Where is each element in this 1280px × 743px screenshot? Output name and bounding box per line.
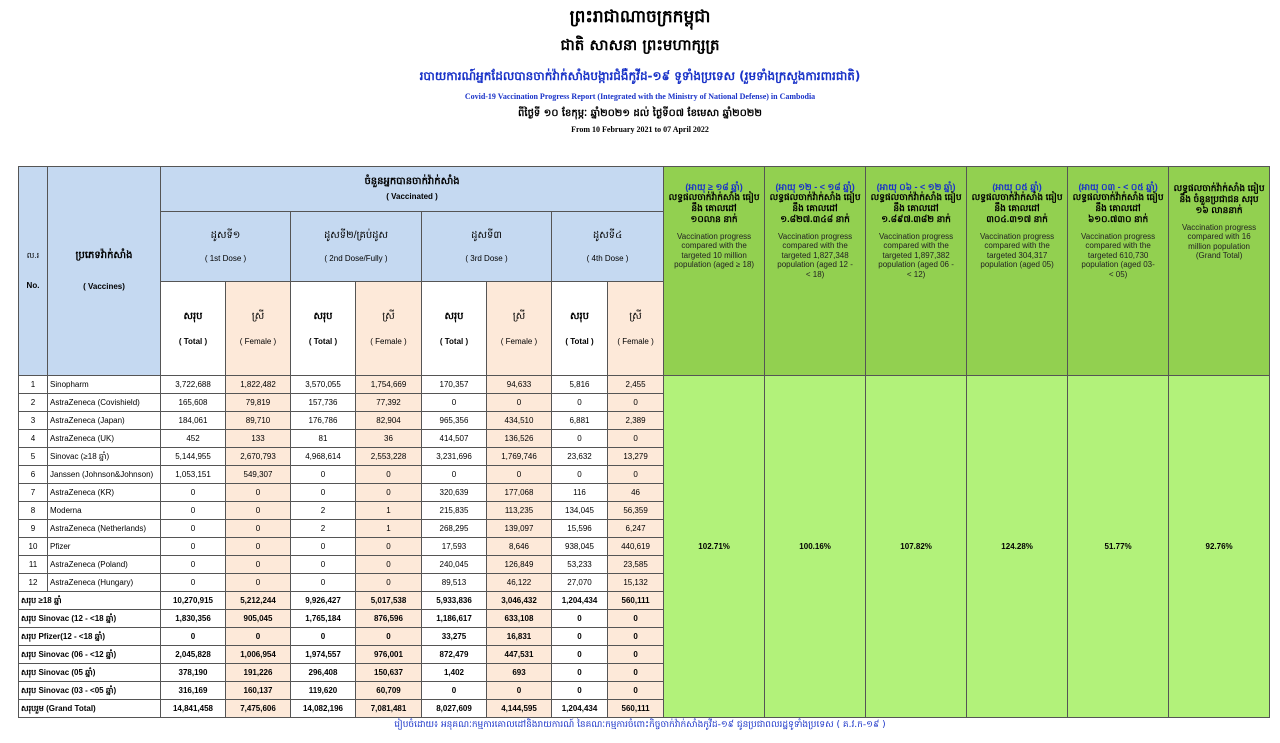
row-number: 4 bbox=[19, 430, 48, 448]
summary-value: 14,841,458 bbox=[161, 700, 226, 718]
female-kh: ស្រី bbox=[629, 310, 642, 322]
dose-header-2 bbox=[291, 212, 422, 282]
progress-percent: 100.16% bbox=[765, 376, 866, 718]
summary-value: 1,204,434 bbox=[552, 592, 608, 610]
cell-value: 0 bbox=[161, 556, 226, 574]
cell-value: 89,710 bbox=[226, 412, 291, 430]
summary-value: 1,186,617 bbox=[422, 610, 487, 628]
cell-value: 0 bbox=[291, 466, 356, 484]
summary-value: 150,637 bbox=[356, 664, 422, 682]
progress-desc-en: Vaccination progress compared with the targeted 610,730 population (aged 03- < 05) bbox=[1081, 231, 1156, 279]
summary-value: 0 bbox=[552, 664, 608, 682]
total-en: ( Total ) bbox=[439, 336, 469, 346]
cell-value: 965,356 bbox=[422, 412, 487, 430]
dose-en: ( 3rd Dose ) bbox=[465, 253, 508, 263]
cell-value: 177,068 bbox=[487, 484, 552, 502]
vaccine-name: AstraZeneca (Poland) bbox=[48, 556, 161, 574]
progress-age-kh bbox=[1171, 167, 1267, 183]
summary-value: 0 bbox=[226, 628, 291, 646]
vaccine-name: Pfizer bbox=[48, 538, 161, 556]
footer-note: រៀបចំដោយ៖ អនុគណៈកម្មការគោលដៅនិងរាយការណ៍ នៃគណៈកម្មការចំពោះកិច្ចចាក់វ៉ាក់សាំងកូវីដ-១៩ ជូនប្រជាពលរដ្ឋទូទាំងប្រទេស ( គ.វ.ក-១៩ ) bbox=[394, 720, 886, 730]
summary-value: 0 bbox=[487, 682, 552, 700]
female-header bbox=[487, 282, 552, 376]
female-en: ( Female ) bbox=[617, 336, 654, 346]
cell-value: 136,526 bbox=[487, 430, 552, 448]
summary-value: 14,082,196 bbox=[291, 700, 356, 718]
summary-value: 7,081,481 bbox=[356, 700, 422, 718]
female-kh: ស្រី bbox=[512, 310, 526, 322]
summary-label: សរុប Sinovac (05 ឆ្នាំ) bbox=[19, 664, 161, 682]
summary-label: សរុប Pfizer(12 - <18 ឆ្នាំ) bbox=[19, 628, 161, 646]
cell-value: 5,144,955 bbox=[161, 448, 226, 466]
female-header bbox=[226, 282, 291, 376]
vaccinated-kh: ចំនួនអ្នកបានចាក់វ៉ាក់សាំង bbox=[364, 176, 460, 187]
summary-value: 119,620 bbox=[291, 682, 356, 700]
row-number: 3 bbox=[19, 412, 48, 430]
row-number: 6 bbox=[19, 466, 48, 484]
cell-value: 15,596 bbox=[552, 520, 608, 538]
cell-value: 0 bbox=[356, 484, 422, 502]
summary-value: 160,137 bbox=[226, 682, 291, 700]
summary-value: 0 bbox=[608, 682, 664, 700]
cell-value: 46 bbox=[608, 484, 664, 502]
summary-value: 693 bbox=[487, 664, 552, 682]
cell-value: 2 bbox=[291, 502, 356, 520]
cell-value: 0 bbox=[161, 538, 226, 556]
dose-kh: ដូសទី២/គ្រប់ដូស bbox=[323, 229, 389, 241]
cell-value: 0 bbox=[487, 466, 552, 484]
cell-value: 184,061 bbox=[161, 412, 226, 430]
progress-label-kh: លទ្ធផលចាក់វ៉ាក់សាំង ធៀបនឹង គោលដៅ bbox=[668, 192, 760, 214]
progress-age-kh: (អាយុ ០៥ ឆ្នាំ) bbox=[992, 182, 1042, 192]
dose-en: ( 1st Dose ) bbox=[204, 253, 247, 263]
cell-value: 0 bbox=[226, 502, 291, 520]
summary-value: 560,111 bbox=[608, 700, 664, 718]
summary-value: 4,144,595 bbox=[487, 700, 552, 718]
cell-value: 176,786 bbox=[291, 412, 356, 430]
summary-value: 316,169 bbox=[161, 682, 226, 700]
cell-value: 1 bbox=[356, 502, 422, 520]
vaccine-name: AstraZeneca (Netherlands) bbox=[48, 520, 161, 538]
cell-value: 434,510 bbox=[487, 412, 552, 430]
total-kh: សរុប bbox=[183, 310, 203, 322]
female-header bbox=[356, 282, 422, 376]
cell-value: 3,231,696 bbox=[422, 448, 487, 466]
cell-value: 0 bbox=[356, 556, 422, 574]
dose-kh: ដូសទី១ bbox=[210, 229, 241, 241]
col-no-header bbox=[19, 167, 48, 376]
cell-value: 938,045 bbox=[552, 538, 608, 556]
cell-value: 0 bbox=[226, 484, 291, 502]
progress-target-kh: ១.៨២៧.៣៤៨ នាក់ bbox=[780, 213, 850, 224]
cell-value: 116 bbox=[552, 484, 608, 502]
total-kh: សរុប bbox=[313, 310, 333, 322]
progress-label-kh: លទ្ធផលចាក់វ៉ាក់សាំង ធៀបនឹង គោលដៅ bbox=[870, 192, 962, 214]
summary-value: 10,270,915 bbox=[161, 592, 226, 610]
row-number: 8 bbox=[19, 502, 48, 520]
summary-value: 0 bbox=[608, 610, 664, 628]
summary-value: 1,974,557 bbox=[291, 646, 356, 664]
summary-value: 378,190 bbox=[161, 664, 226, 682]
cell-value: 0 bbox=[161, 574, 226, 592]
progress-target-kh: ៦១០.៧៣០ នាក់ bbox=[1087, 213, 1149, 224]
progress-percent: 92.76% bbox=[1169, 376, 1270, 718]
total-header bbox=[291, 282, 356, 376]
total-header bbox=[422, 282, 487, 376]
cell-value: 17,593 bbox=[422, 538, 487, 556]
cell-value: 2,455 bbox=[608, 376, 664, 394]
cell-value: 56,359 bbox=[608, 502, 664, 520]
cell-value: 4,968,614 bbox=[291, 448, 356, 466]
vaccine-name: Moderna bbox=[48, 502, 161, 520]
progress-age-kh: (អាយុ ≥ ១៨ ឆ្នាំ) bbox=[685, 182, 743, 192]
summary-value: 0 bbox=[161, 628, 226, 646]
progress-percent: 102.71% bbox=[664, 376, 765, 718]
cell-value: 170,357 bbox=[422, 376, 487, 394]
cell-value: 0 bbox=[291, 484, 356, 502]
summary-value: 60,709 bbox=[356, 682, 422, 700]
vaccination-table bbox=[18, 166, 1270, 718]
table-row bbox=[19, 376, 1270, 394]
cell-value: 139,097 bbox=[487, 520, 552, 538]
report-period-en: From 10 February 2021 to 07 April 2022 bbox=[571, 125, 709, 134]
summary-value: 5,933,836 bbox=[422, 592, 487, 610]
progress-age-kh: (អាយុ ១២ - < ១៨ ឆ្នាំ) bbox=[775, 182, 855, 192]
summary-value: 633,108 bbox=[487, 610, 552, 628]
progress-label-kh: លទ្ធផលចាក់វ៉ាក់សាំង ធៀបនឹង គោលដៅ bbox=[1072, 192, 1164, 214]
vaccine-name: AstraZeneca (KR) bbox=[48, 484, 161, 502]
cell-value: 2,670,793 bbox=[226, 448, 291, 466]
report-period-kh: ពីថ្ងៃទី ១០ ខែកុម្ភៈ ឆ្នាំ២០២១ ដល់ ថ្ងៃទី០៧ ខែមេសា ឆ្នាំ២០២២ bbox=[518, 108, 762, 119]
cell-value: 268,295 bbox=[422, 520, 487, 538]
no-en: No. bbox=[26, 281, 40, 290]
summary-value: 5,017,538 bbox=[356, 592, 422, 610]
cell-value: 23,632 bbox=[552, 448, 608, 466]
cell-value: 133 bbox=[226, 430, 291, 448]
progress-age-kh: (អាយុ ០៦ - < ១២ ឆ្នាំ) bbox=[876, 182, 956, 192]
progress-header-grand bbox=[1169, 167, 1270, 376]
summary-value: 33,275 bbox=[422, 628, 487, 646]
cell-value: 0 bbox=[291, 574, 356, 592]
cell-value: 165,608 bbox=[161, 394, 226, 412]
cell-value: 0 bbox=[161, 520, 226, 538]
total-en: ( Total ) bbox=[308, 336, 338, 346]
cell-value: 1,754,669 bbox=[356, 376, 422, 394]
summary-value: 0 bbox=[552, 628, 608, 646]
cell-value: 77,392 bbox=[356, 394, 422, 412]
progress-desc-en: Vaccination progress compared with the targeted 1,897,382 population (aged 06 - < 12) bbox=[878, 231, 954, 279]
summary-label: សរុប Sinovac (06 - <12 ឆ្នាំ) bbox=[19, 646, 161, 664]
vaccine-name: Sinopharm bbox=[48, 376, 161, 394]
summary-value: 872,479 bbox=[422, 646, 487, 664]
cell-value: 27,070 bbox=[552, 574, 608, 592]
no-kh: ល.រ bbox=[26, 251, 40, 260]
progress-percent: 124.28% bbox=[967, 376, 1068, 718]
row-number: 9 bbox=[19, 520, 48, 538]
vaccine-name: AstraZeneca (UK) bbox=[48, 430, 161, 448]
summary-value: 9,926,427 bbox=[291, 592, 356, 610]
progress-target-kh: ១.៨៩៧.៣៨២ នាក់ bbox=[881, 213, 951, 224]
vaccine-name: Janssen (Johnson&Johnson) bbox=[48, 466, 161, 484]
summary-value: 0 bbox=[291, 628, 356, 646]
cell-value: 0 bbox=[422, 394, 487, 412]
cell-value: 53,233 bbox=[552, 556, 608, 574]
total-kh: សរុប bbox=[569, 310, 590, 322]
cell-value: 2,553,228 bbox=[356, 448, 422, 466]
cell-value: 82,904 bbox=[356, 412, 422, 430]
total-header bbox=[161, 282, 226, 376]
cell-value: 0 bbox=[226, 556, 291, 574]
cell-value: 1 bbox=[356, 520, 422, 538]
cell-value: 8,646 bbox=[487, 538, 552, 556]
dose-header-3 bbox=[422, 212, 552, 282]
cell-value: 0 bbox=[291, 556, 356, 574]
vaccinated-header bbox=[161, 167, 664, 212]
cell-value: 1,053,151 bbox=[161, 466, 226, 484]
progress-header-18plus bbox=[664, 167, 765, 376]
cell-value: 46,122 bbox=[487, 574, 552, 592]
kingdom-title: ព្រះរាជាណាចក្រកម្ពុជា bbox=[569, 7, 711, 27]
cell-value: 414,507 bbox=[422, 430, 487, 448]
cell-value: 0 bbox=[552, 394, 608, 412]
summary-value: 0 bbox=[608, 646, 664, 664]
summary-value: 447,531 bbox=[487, 646, 552, 664]
progress-desc-en: Vaccination progress compared with the targeted 1,827,348 population (aged 12 - < 18) bbox=[777, 231, 853, 279]
total-kh: សរុប bbox=[444, 310, 464, 322]
total-header bbox=[552, 282, 608, 376]
cell-value: 126,849 bbox=[487, 556, 552, 574]
summary-value: 2,045,828 bbox=[161, 646, 226, 664]
dose-header-1 bbox=[161, 212, 291, 282]
summary-value: 0 bbox=[608, 628, 664, 646]
col-vaccine-header bbox=[48, 167, 161, 376]
vaccine-name: Sinovac (≥18 ឆ្នាំ) bbox=[48, 448, 161, 466]
cell-value: 2,389 bbox=[608, 412, 664, 430]
progress-header-5 bbox=[967, 167, 1068, 376]
vaccine-kh: ប្រភេទវ៉ាក់សាំង bbox=[75, 250, 133, 261]
summary-value: 905,045 bbox=[226, 610, 291, 628]
progress-label-kh: លទ្ធផលចាក់វ៉ាក់សាំង ធៀបនឹង គោលដៅ bbox=[769, 192, 861, 214]
dose-kh: ដូសទី៣ bbox=[471, 229, 502, 241]
progress-age-kh: (អាយុ ០៣ - < ០៥ ឆ្នាំ) bbox=[1078, 182, 1158, 192]
summary-label: សរុបរួម (Grand Total) bbox=[19, 700, 161, 718]
report-title-kh: របាយការណ៍អ្នកដែលបានចាក់វ៉ាក់សាំងបង្ការជំងឺកូវីដ-១៩ ទូទាំងប្រទេស (រួមទាំងក្រសួងការពារជាតិ) bbox=[419, 69, 861, 83]
total-en: ( Total ) bbox=[178, 336, 208, 346]
summary-value: 1,402 bbox=[422, 664, 487, 682]
female-en: ( Female ) bbox=[370, 336, 407, 346]
cell-value: 3,722,688 bbox=[161, 376, 226, 394]
cell-value: 0 bbox=[356, 466, 422, 484]
summary-label: សរុប ≥18 ឆ្នាំ bbox=[19, 592, 161, 610]
report-title-en: Covid-19 Vaccination Progress Report (Integrated with the Ministry of National Defense) in Cambodia bbox=[464, 92, 816, 101]
summary-value: 191,226 bbox=[226, 664, 291, 682]
summary-value: 7,475,606 bbox=[226, 700, 291, 718]
vaccine-name: AstraZeneca (Covishield) bbox=[48, 394, 161, 412]
cell-value: 0 bbox=[226, 538, 291, 556]
summary-value: 0 bbox=[608, 664, 664, 682]
female-en: ( Female ) bbox=[500, 336, 538, 346]
summary-value: 8,027,609 bbox=[422, 700, 487, 718]
summary-value: 0 bbox=[422, 682, 487, 700]
summary-value: 3,046,432 bbox=[487, 592, 552, 610]
cell-value: 0 bbox=[161, 484, 226, 502]
cell-value: 3,570,055 bbox=[291, 376, 356, 394]
vaccine-name: AstraZeneca (Hungary) bbox=[48, 574, 161, 592]
cell-value: 0 bbox=[487, 394, 552, 412]
cell-value: 0 bbox=[552, 466, 608, 484]
cell-value: 320,639 bbox=[422, 484, 487, 502]
row-number: 2 bbox=[19, 394, 48, 412]
cell-value: 0 bbox=[291, 538, 356, 556]
cell-value: 15,132 bbox=[608, 574, 664, 592]
dose-en: ( 4th Dose ) bbox=[586, 253, 629, 263]
cell-value: 79,819 bbox=[226, 394, 291, 412]
summary-value: 976,001 bbox=[356, 646, 422, 664]
cell-value: 1,769,746 bbox=[487, 448, 552, 466]
female-header bbox=[608, 282, 664, 376]
cell-value: 215,835 bbox=[422, 502, 487, 520]
row-number: 10 bbox=[19, 538, 48, 556]
cell-value: 452 bbox=[161, 430, 226, 448]
female-kh: ស្រី bbox=[251, 310, 265, 322]
progress-target-kh: ៣០៤.៣១៧ នាក់ bbox=[986, 213, 1048, 224]
row-number: 1 bbox=[19, 376, 48, 394]
cell-value: 440,619 bbox=[608, 538, 664, 556]
cell-value: 6,881 bbox=[552, 412, 608, 430]
summary-value: 1,830,356 bbox=[161, 610, 226, 628]
cell-value: 0 bbox=[356, 538, 422, 556]
dose-en: ( 2nd Dose/Fully ) bbox=[324, 253, 388, 263]
summary-value: 0 bbox=[356, 628, 422, 646]
cell-value: 0 bbox=[608, 394, 664, 412]
summary-label: សរុប Sinovac (03 - <05 ឆ្នាំ) bbox=[19, 682, 161, 700]
cell-value: 94,633 bbox=[487, 376, 552, 394]
progress-header-6-12 bbox=[866, 167, 967, 376]
cell-value: 5,816 bbox=[552, 376, 608, 394]
cell-value: 0 bbox=[356, 574, 422, 592]
summary-value: 1,204,434 bbox=[552, 700, 608, 718]
dose-header-4 bbox=[552, 212, 664, 282]
cell-value: 6,247 bbox=[608, 520, 664, 538]
vaccine-name: AstraZeneca (Japan) bbox=[48, 412, 161, 430]
cell-value: 89,513 bbox=[422, 574, 487, 592]
summary-value: 1,006,954 bbox=[226, 646, 291, 664]
cell-value: 0 bbox=[161, 502, 226, 520]
vaccinated-en: ( Vaccinated ) bbox=[386, 192, 438, 201]
dose-kh: ដូសទី៤ bbox=[592, 229, 623, 241]
summary-value: 1,765,184 bbox=[291, 610, 356, 628]
cell-value: 549,307 bbox=[226, 466, 291, 484]
cell-value: 0 bbox=[552, 430, 608, 448]
progress-header-12-18 bbox=[765, 167, 866, 376]
progress-target-kh: ១៦ លាននាក់ bbox=[1195, 204, 1243, 215]
motto: ជាតិ សាសនា ព្រះមហាក្សត្រ bbox=[560, 36, 720, 54]
cell-value: 113,235 bbox=[487, 502, 552, 520]
cell-value: 0 bbox=[608, 466, 664, 484]
cell-value: 2 bbox=[291, 520, 356, 538]
summary-value: 0 bbox=[552, 682, 608, 700]
cell-value: 0 bbox=[422, 466, 487, 484]
progress-percent: 51.77% bbox=[1068, 376, 1169, 718]
cell-value: 13,279 bbox=[608, 448, 664, 466]
summary-value: 5,212,244 bbox=[226, 592, 291, 610]
summary-value: 0 bbox=[552, 610, 608, 628]
summary-value: 876,596 bbox=[356, 610, 422, 628]
cell-value: 36 bbox=[356, 430, 422, 448]
summary-value: 0 bbox=[552, 646, 608, 664]
vaccine-en: ( Vaccines) bbox=[83, 282, 125, 291]
progress-header-3-5 bbox=[1068, 167, 1169, 376]
progress-desc-en: Vaccination progress compared with the targeted 10 million population (aged ≥ 18) bbox=[674, 231, 755, 270]
summary-label: សរុប Sinovac (12 - <18 ឆ្នាំ) bbox=[19, 610, 161, 628]
female-kh: ស្រី bbox=[382, 310, 395, 322]
progress-label-kh: លទ្ធផលចាក់វ៉ាក់សាំង ធៀបនឹង ចំនួនប្រជាជន សរុប bbox=[1173, 183, 1265, 205]
cell-value: 157,736 bbox=[291, 394, 356, 412]
row-number: 5 bbox=[19, 448, 48, 466]
progress-desc-en: Vaccination progress compared with the targeted 304,317 population (aged 05) bbox=[980, 231, 1055, 270]
summary-value: 296,408 bbox=[291, 664, 356, 682]
row-number: 11 bbox=[19, 556, 48, 574]
row-number: 7 bbox=[19, 484, 48, 502]
cell-value: 0 bbox=[608, 430, 664, 448]
progress-target-kh: ១០លាន នាក់ bbox=[690, 213, 738, 224]
progress-desc-en: Vaccination progress compared with 16 million population (Grand Total) bbox=[1182, 222, 1257, 261]
female-en: ( Female ) bbox=[239, 336, 277, 346]
cell-value: 23,585 bbox=[608, 556, 664, 574]
cell-value: 81 bbox=[291, 430, 356, 448]
total-en: ( Total ) bbox=[565, 336, 594, 346]
progress-percent: 107.82% bbox=[866, 376, 967, 718]
summary-value: 560,111 bbox=[608, 592, 664, 610]
cell-value: 240,045 bbox=[422, 556, 487, 574]
cell-value: 1,822,482 bbox=[226, 376, 291, 394]
row-number: 12 bbox=[19, 574, 48, 592]
cell-value: 0 bbox=[226, 520, 291, 538]
cell-value: 134,045 bbox=[552, 502, 608, 520]
summary-value: 16,831 bbox=[487, 628, 552, 646]
cell-value: 0 bbox=[226, 574, 291, 592]
progress-label-kh: លទ្ធផលចាក់វ៉ាក់សាំង ធៀបនឹង គោលដៅ bbox=[971, 192, 1063, 214]
